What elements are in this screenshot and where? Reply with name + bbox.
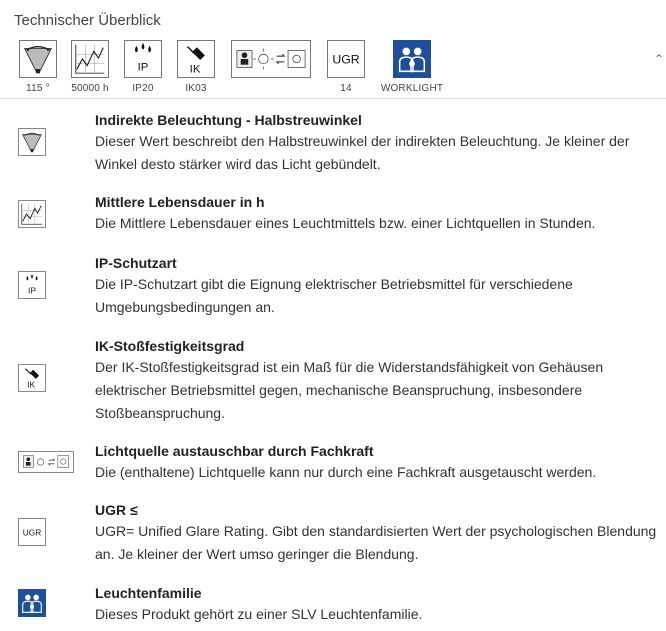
ik-glyph: IK xyxy=(189,63,201,76)
legend-title: UGR ≤ xyxy=(95,502,138,518)
legend-title: Leuchtenfamilie xyxy=(95,585,202,601)
tile-label-lifetime: 50000 h xyxy=(71,83,109,94)
legend-desc: Dieses Produkt gehört zu einer SLV Leuchtenfamilie. xyxy=(95,606,423,622)
tile-label-ip: IP20 xyxy=(132,83,154,94)
legend-title: IK-Stoßfestigkeitsgrad xyxy=(95,338,245,354)
divider xyxy=(0,98,666,99)
ip-rating-icon[interactable] xyxy=(124,40,162,78)
lifetime-chart-icon xyxy=(18,200,46,228)
beam-angle-icon[interactable] xyxy=(19,40,57,78)
ugr-glyph: UGR xyxy=(332,52,360,67)
overview-tiles xyxy=(0,38,666,94)
legend-desc: Dieser Wert beschreibt den Halbstreuwinkel der indirekten Beleuchtung. Je kleiner der Winkel desto stärker wird das Licht gebündelt. xyxy=(95,133,630,172)
legend-desc: Die (enthaltene) Lichtquelle kann nur durch eine Fachkraft ausgetauscht werden. xyxy=(95,464,597,480)
legend-title: Mittlere Lebensdauer in h xyxy=(95,194,265,210)
lifetime-chart-icon[interactable] xyxy=(71,40,109,78)
ik-rating-icon xyxy=(18,364,46,392)
ik-rating-icon[interactable] xyxy=(177,40,215,78)
ip-glyph: IP xyxy=(28,285,36,296)
legend-title: Indirekte Beleuchtung - Halbstreuwinkel xyxy=(95,112,362,128)
beam-angle-icon xyxy=(18,128,46,156)
ugr-icon[interactable] xyxy=(327,40,365,78)
replaceable-light-source-icon xyxy=(18,451,74,473)
tile-label-ugr: 14 xyxy=(340,83,352,94)
section-title: Technischer Überblick xyxy=(14,12,161,29)
legend-desc: Die Mittlere Lebensdauer eines Leuchtmittels bzw. einer Lichtquellen in Stunden. xyxy=(95,215,596,231)
luminaire-family-icon xyxy=(18,589,46,617)
legend-title: Lichtquelle austauschbar durch Fachkraft xyxy=(95,443,374,459)
chevron-up-icon[interactable]: ⌃ xyxy=(653,52,664,66)
ugr-icon xyxy=(18,518,46,546)
ip-glyph: IP xyxy=(137,61,149,74)
ik-glyph: IK xyxy=(27,379,36,390)
luminaire-family-icon[interactable] xyxy=(393,40,431,78)
legend-title: IP-Schutzart xyxy=(95,255,177,271)
ugr-glyph: UGR xyxy=(22,527,42,538)
legend-desc: Der IK-Stoßfestigkeitsgrad ist ein Maß für die Widerstandsfähigkeit von Gehäusen elektrischer Betriebsmittel gegen, mechanische Beanspruchung, insbesondere Stoßbeanspruchung. xyxy=(95,359,604,421)
tile-label-ik: IK03 xyxy=(185,83,207,94)
legend-desc: UGR= Unified Glare Rating. Gibt den standardisierten Wert der psychologischen Blendung an. Je kleiner der Wert umso geringer die Blendung. xyxy=(95,523,657,562)
replaceable-light-source-icon[interactable] xyxy=(231,40,311,78)
tile-label-beam: 115 ° xyxy=(26,83,50,94)
tile-label-family: WORKLIGHT xyxy=(380,83,444,94)
legend-desc: Die IP-Schutzart gibt die Eignung elektrischer Betriebsmittel für verschiedene Umgebungsbedingungen an. xyxy=(95,276,573,315)
ip-rating-icon xyxy=(18,271,46,299)
